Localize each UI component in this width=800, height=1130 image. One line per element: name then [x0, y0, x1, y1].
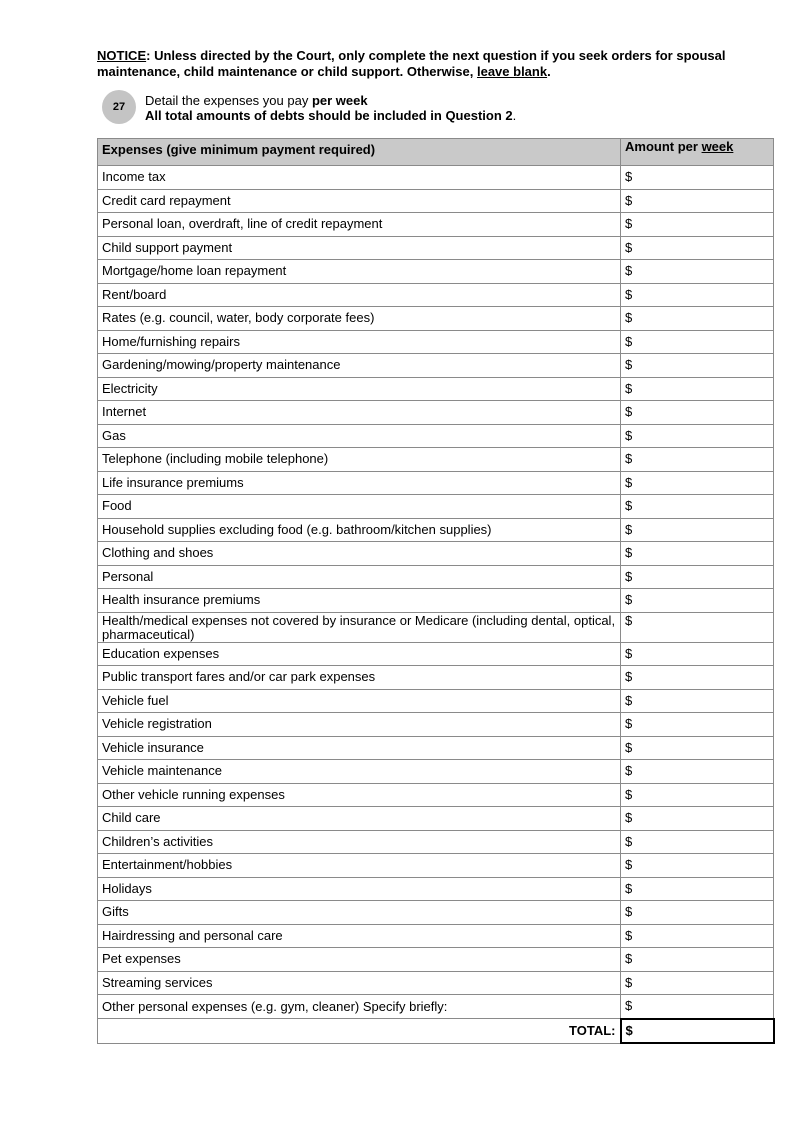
amount-field[interactable]: $ — [621, 495, 774, 519]
table-row — [98, 736, 774, 760]
table-row — [98, 854, 774, 878]
question-line-2-suffix: . — [512, 108, 517, 123]
table-row — [98, 377, 774, 401]
expense-label: Clothing and shoes — [98, 542, 621, 566]
table-row — [98, 424, 774, 448]
notice-paragraph — [97, 48, 737, 80]
table-row — [98, 213, 774, 237]
table-row — [98, 448, 774, 472]
amount-field[interactable]: $ — [621, 854, 774, 878]
question-number: 27 — [112, 101, 126, 113]
expense-label: Health insurance premiums — [98, 589, 621, 613]
amount-field[interactable]: $ — [621, 283, 774, 307]
expense-label: Gardening/mowing/property maintenance — [98, 354, 621, 378]
table-row — [98, 713, 774, 737]
amount-field[interactable]: $ — [621, 807, 774, 831]
expense-label: Vehicle maintenance — [98, 760, 621, 784]
expense-label: Public transport fares and/or car park expenses — [98, 666, 621, 690]
amount-field[interactable]: $ — [621, 830, 774, 854]
table-row — [98, 901, 774, 925]
amount-field[interactable]: $ — [621, 713, 774, 737]
table-row — [98, 689, 774, 713]
expense-label: Child care — [98, 807, 621, 831]
amount-field[interactable]: $ — [621, 401, 774, 425]
expense-label: Telephone (including mobile telephone) — [98, 448, 621, 472]
amount-field[interactable]: $ — [621, 518, 774, 542]
table-row — [98, 830, 774, 854]
expense-label: Electricity — [98, 377, 621, 401]
amount-field[interactable]: $ — [621, 736, 774, 760]
table-row — [98, 995, 774, 1019]
notice-end: . — [547, 64, 551, 79]
table-row — [98, 330, 774, 354]
amount-field[interactable]: $ — [621, 424, 774, 448]
expense-label: Streaming services — [98, 971, 621, 995]
header-amount-week: week — [701, 139, 734, 154]
amount-field[interactable]: $ — [621, 666, 774, 690]
amount-field[interactable]: $ — [621, 565, 774, 589]
header-expenses: Expenses (give minimum payment required) — [98, 139, 621, 166]
expense-label: Education expenses — [98, 642, 621, 666]
notice-label: NOTICE — [97, 48, 147, 63]
amount-field[interactable]: $ — [621, 689, 774, 713]
question-text — [145, 93, 516, 123]
table-row — [98, 971, 774, 995]
amount-field[interactable]: $ — [621, 260, 774, 284]
table-row — [98, 589, 774, 613]
header-amount-prefix: Amount per — [625, 139, 702, 154]
table-row — [98, 495, 774, 519]
expense-label: Entertainment/hobbies — [98, 854, 621, 878]
amount-field[interactable]: $ — [621, 995, 774, 1019]
expense-label: Household supplies excluding food (e.g. bathroom/kitchen supplies) — [98, 518, 621, 542]
table-row — [98, 924, 774, 948]
expense-label: Pet expenses — [98, 948, 621, 972]
table-row — [98, 565, 774, 589]
expense-label: Child support payment — [98, 236, 621, 260]
expense-label: Other vehicle running expenses — [98, 783, 621, 807]
amount-field[interactable]: $ — [621, 448, 774, 472]
amount-field[interactable]: $ — [621, 924, 774, 948]
question-line-1-prefix: Detail the expenses you pay — [145, 93, 312, 108]
expense-label: Food — [98, 495, 621, 519]
expense-label: Mortgage/home loan repayment — [98, 260, 621, 284]
table-row — [98, 401, 774, 425]
expense-rows — [98, 166, 774, 1019]
expense-label: Vehicle registration — [98, 713, 621, 737]
total-amount-field[interactable]: $ — [621, 1019, 774, 1044]
total-row — [98, 1019, 774, 1044]
amount-field[interactable]: $ — [621, 166, 774, 190]
amount-field[interactable]: $ — [621, 542, 774, 566]
expense-label: Rent/board — [98, 283, 621, 307]
question-line-1 — [145, 93, 516, 108]
table-row — [98, 518, 774, 542]
expense-label: Home/furnishing repairs — [98, 330, 621, 354]
table-row — [98, 354, 774, 378]
expense-label: Vehicle fuel — [98, 689, 621, 713]
expense-label: Life insurance premiums — [98, 471, 621, 495]
question-line-2-bold: All total amounts of debts should be included in Question 2 — [145, 108, 513, 123]
table-header-row — [98, 139, 774, 166]
table-row — [98, 166, 774, 190]
expense-label: Internet — [98, 401, 621, 425]
amount-field[interactable]: $ — [621, 189, 774, 213]
amount-field[interactable]: $ — [621, 377, 774, 401]
amount-field[interactable]: $ — [621, 612, 774, 642]
expense-label: Holidays — [98, 877, 621, 901]
expense-label: Gifts — [98, 901, 621, 925]
expense-label: Gas — [98, 424, 621, 448]
table-row — [98, 260, 774, 284]
table-row — [98, 542, 774, 566]
expense-label: Children’s activities — [98, 830, 621, 854]
table-row — [98, 642, 774, 666]
amount-field[interactable]: $ — [621, 642, 774, 666]
amount-field[interactable]: $ — [621, 589, 774, 613]
expense-label: Rates (e.g. council, water, body corporate fees) — [98, 307, 621, 331]
amount-field[interactable]: $ — [621, 783, 774, 807]
table-row — [98, 760, 774, 784]
amount-field[interactable]: $ — [621, 354, 774, 378]
amount-field[interactable]: $ — [621, 330, 774, 354]
expense-label: Personal loan, overdraft, line of credit repayment — [98, 213, 621, 237]
table-row — [98, 612, 774, 642]
table-row — [98, 666, 774, 690]
amount-field[interactable]: $ — [621, 971, 774, 995]
total-label: TOTAL: — [98, 1019, 621, 1044]
question-line-1-bold: per week — [311, 93, 368, 108]
amount-field[interactable]: $ — [621, 236, 774, 260]
table-row — [98, 807, 774, 831]
table-row — [98, 948, 774, 972]
expenses-table — [97, 138, 775, 1044]
amount-field[interactable]: $ — [621, 760, 774, 784]
table-row — [98, 236, 774, 260]
expense-label: Other personal expenses (e.g. gym, cleaner) Specify briefly: — [98, 995, 621, 1019]
expense-label: Vehicle insurance — [98, 736, 621, 760]
question-line-2 — [145, 108, 516, 123]
amount-field[interactable]: $ — [621, 471, 774, 495]
header-amount — [621, 139, 774, 166]
expense-label: Income tax — [98, 166, 621, 190]
expense-label: Personal — [98, 565, 621, 589]
table-row — [98, 189, 774, 213]
amount-field[interactable]: $ — [621, 948, 774, 972]
table-row — [98, 471, 774, 495]
amount-field[interactable]: $ — [621, 307, 774, 331]
table-row — [98, 877, 774, 901]
expense-label: Health/medical expenses not covered by insurance or Medicare (including dental, optical, pharmaceutical) — [98, 612, 621, 642]
expense-label: Hairdressing and personal care — [98, 924, 621, 948]
amount-field[interactable]: $ — [621, 877, 774, 901]
notice-text: : Unless directed by the Court, only complete the next question if you seek orders for spousal maintenance, child maintenance or child support. Otherwise, — [97, 48, 726, 79]
expense-label: Credit card repayment — [98, 189, 621, 213]
table-row — [98, 783, 774, 807]
table-row — [98, 283, 774, 307]
table-row — [98, 307, 774, 331]
question-number-badge — [102, 90, 136, 124]
amount-field[interactable]: $ — [621, 213, 774, 237]
leave-blank-text: leave blank — [476, 64, 548, 79]
amount-field[interactable]: $ — [621, 901, 774, 925]
